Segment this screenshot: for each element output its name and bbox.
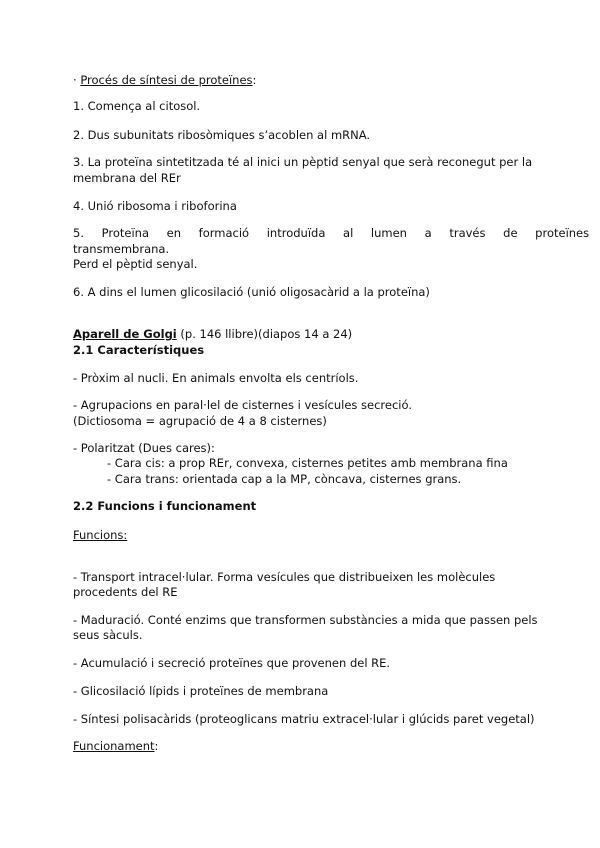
- function-5: - Síntesi polisacàrids (proteoglicans matriu extracel·lular i glúcids paret vegetal): [73, 712, 535, 726]
- function-2-line-1: - Maduració. Conté enzims que transformen substàncies a mida que passen pels: [73, 613, 538, 627]
- section-functions: 2.2 Funcions i funcionament: [73, 499, 257, 513]
- function-1-line-2: procedents del RE: [73, 585, 178, 599]
- feature-2-line-2: (Dictiosoma = agrupació de 4 a 8 cisternes): [73, 414, 327, 428]
- operation-line: [73, 739, 158, 754]
- step-5-line-1-text: 5. Proteïna en formació introduïda al lumen a través de proteïnes: [73, 226, 590, 240]
- bullet: ·: [73, 73, 77, 87]
- golgi-title-ref: (p. 146 llibre)(diapos 14 a 24): [176, 327, 353, 341]
- operation-label: Funcionament: [73, 739, 155, 753]
- step-3-line-1: 3. La proteïna sintetitzada té al inici un pèptid senyal que serà reconegut per la: [73, 155, 533, 169]
- step-1: 1. Comença al citosol.: [73, 99, 201, 113]
- step-4: 4. Unió ribosoma i riboforina: [73, 199, 237, 213]
- function-2-line-2: seus sàculs.: [73, 628, 143, 642]
- function-1-line-1: - Transport intracel·lular. Forma vesícules que distribueixen les molècules: [73, 570, 496, 584]
- step-6: 6. A dins el lumen glicosilació (unió oligosacàrid a la proteïna): [73, 285, 430, 299]
- golgi-title-line: [73, 327, 352, 342]
- step-5-line-3: Perd el pèptid senyal.: [73, 257, 198, 271]
- feature-3: - Polaritzat (Dues cares):: [73, 441, 215, 455]
- step-3-line-2: membrana del REr: [73, 171, 181, 185]
- step-5-line-1: [73, 226, 590, 241]
- operation-colon: :: [154, 739, 159, 753]
- function-4: - Glicosilació lípids i proteïnes de membrana: [73, 684, 329, 698]
- functions-label: Funcions:: [73, 528, 128, 542]
- synthesis-heading-line: [73, 73, 256, 88]
- step-5-line-2: transmembrana.: [73, 242, 170, 256]
- feature-2-line-1: - Agrupacions en paral·lel de cisternes i vesícules secreció.: [73, 398, 412, 412]
- synthesis-heading: Procés de síntesi de proteïnes: [80, 73, 253, 87]
- heading-colon: :: [252, 73, 257, 87]
- golgi-title: Aparell de Golgi: [73, 327, 177, 341]
- function-3: - Acumulació i secreció proteïnes que provenen del RE.: [73, 656, 391, 670]
- feature-3-sub-2: - Cara trans: orientada cap a la MP, còncava, cisternes grans.: [107, 472, 462, 486]
- step-2: 2. Dus subunitats ribosòmiques s’acoblen al mRNA.: [73, 128, 371, 142]
- section-characteristics: 2.1 Característiques: [73, 343, 205, 357]
- feature-1: - Pròxim al nucli. En animals envolta els centríols.: [73, 371, 359, 385]
- feature-3-sub-1: - Cara cis: a prop REr, convexa, cisternes petites amb membrana fina: [107, 456, 508, 470]
